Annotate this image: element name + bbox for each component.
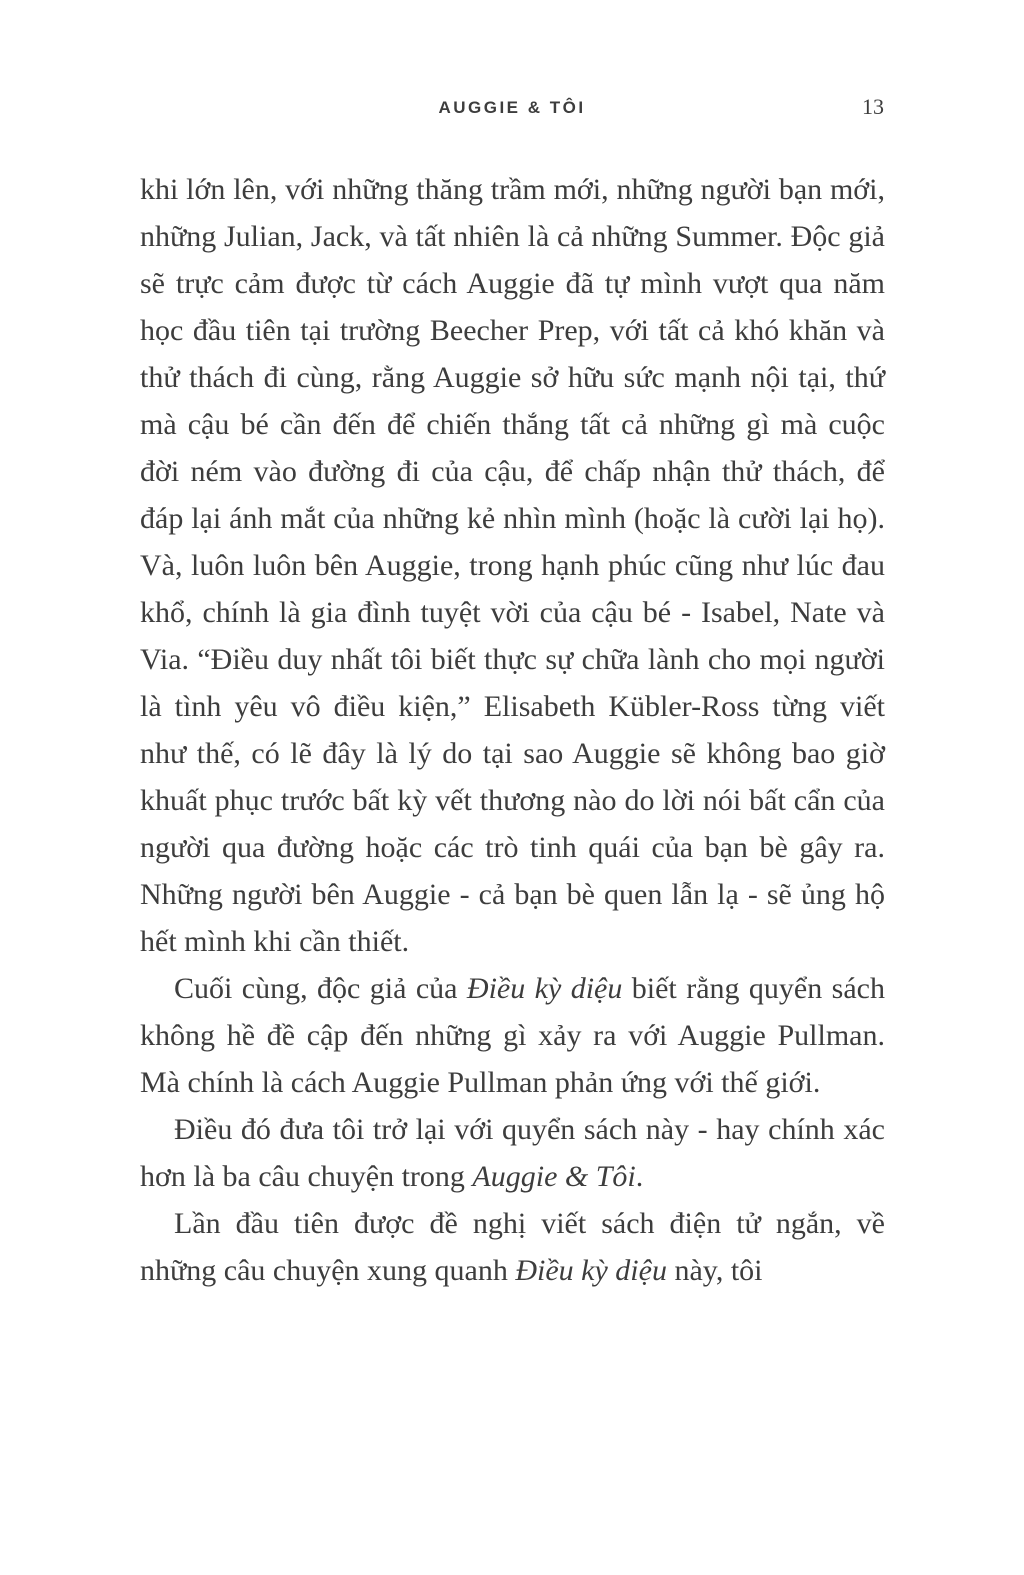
italic-text-segment: Điều kỳ diệu	[466, 972, 623, 1005]
text-segment: Lần đầu tiên được đề nghị viết sách điện tử ngắn, về những câu chuyện xung quanh	[140, 1207, 885, 1287]
paragraph	[140, 166, 885, 965]
text-segment: biết rằng quyển sách không hề đề cập đến những gì xảy ra với Auggie Pullman. Mà chính là cách Auggie Pullman phản ứng với thế giới.	[140, 972, 885, 1099]
text-segment: Điều đó đưa tôi trở lại với quyển sách này - hay chính xác hơn là ba câu chuyện trong	[140, 1113, 885, 1193]
page-number: 13	[862, 94, 884, 119]
running-title: AUGGIE & TÔI	[438, 98, 586, 117]
italic-text-segment: Điều kỳ diệu	[515, 1254, 667, 1287]
paragraph	[140, 1200, 885, 1294]
page-header	[140, 94, 884, 128]
text-segment: .	[635, 1160, 644, 1193]
paragraph	[140, 1106, 885, 1200]
italic-text-segment: Auggie & Tôi	[472, 1160, 636, 1193]
text-segment: này, tôi	[666, 1254, 763, 1287]
page-body	[140, 166, 885, 1294]
text-segment: Cuối cùng, độc giả của	[174, 972, 467, 1005]
paragraph	[140, 965, 885, 1106]
text-segment: khi lớn lên, với những thăng trầm mới, những người bạn mới, những Julian, Jack, và tất nhiên là cả những Summer. Độc giả sẽ trực cảm được từ cách Auggie đã tự mình vượt qua năm học đầu tiên tại trường Beecher Prep, với tất cả khó khăn và thử thách đi cùng, rằng Auggie sở hữu sức mạnh nội tại, thứ mà cậu bé cần đến để chiến thắng tất cả những gì mà cuộc đời ném vào đường đi của cậu, để chấp nhận thử thách, để đáp lại ánh mắt của những kẻ nhìn mình (hoặc là cười lại họ). Và, luôn luôn bên Auggie, trong hạnh phúc cũng như lúc đau khổ, chính là gia đình tuyệt vời của cậu bé - Isabel, Nate và Via. “Điều duy nhất tôi biết thực sự chữa lành cho mọi người là tình yêu vô điều kiện,” Elisabeth Kübler-Ross từng viết như thế, có lẽ đây là lý do tại sao Auggie sẽ không bao giờ khuất phục trước bất kỳ vết thương nào do lời nói bất cẩn của người qua đường hoặc các trò tinh quái của bạn bè gây ra. Những người bên Auggie - cả bạn bè quen lẫn lạ - sẽ ủng hộ hết mình khi cần thiết.	[140, 173, 885, 958]
